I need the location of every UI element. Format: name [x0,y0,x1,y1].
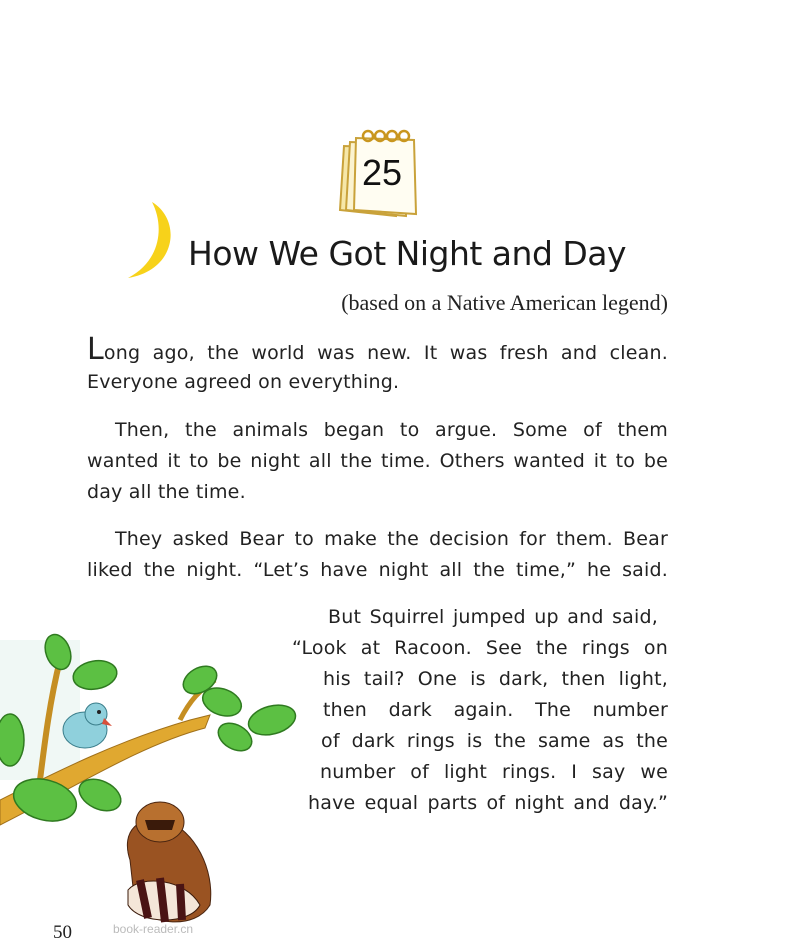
text-line: day all the time. [87,481,246,503]
text-line-content: ong ago, the world was new. It was fresh and clean. [103,342,668,364]
drop-cap: L [87,332,104,367]
subtitle: (based on a Native American legend) [341,290,668,315]
text-line: liked the night. “Let’s have night all the time,” he said. [87,559,668,581]
text-line: number of light rings. I say we [320,761,668,783]
text-line: his tail? One is dark, then light, [323,668,668,690]
watermark: book-reader.cn [113,922,194,936]
text-line: have equal parts of night and day.” [308,792,668,814]
text-line: They asked Bear to make the decision for them. Bear [115,528,668,550]
raccoon-icon [127,802,210,922]
crescent-moon-icon [122,200,172,282]
text-line: then dark again. The number [323,699,668,721]
branch-bird-raccoon-illustration [0,620,310,940]
text-line: wanted it to be night all the time. Others wanted it to be [87,450,668,472]
text-line: Everyone agreed on everything. [87,371,400,393]
text-line [87,332,668,367]
page-title: How We Got Night and Day [188,234,627,273]
page-number: 50 [53,922,72,943]
text-line: “Look at Racoon. See the rings on [292,637,668,659]
text-line: But Squirrel jumped up and said, [328,606,658,628]
calendar-number: 25 [361,152,403,193]
text-line: of dark rings is the same as the [321,730,668,752]
text-line: Then, the animals began to argue. Some of them [115,419,668,441]
